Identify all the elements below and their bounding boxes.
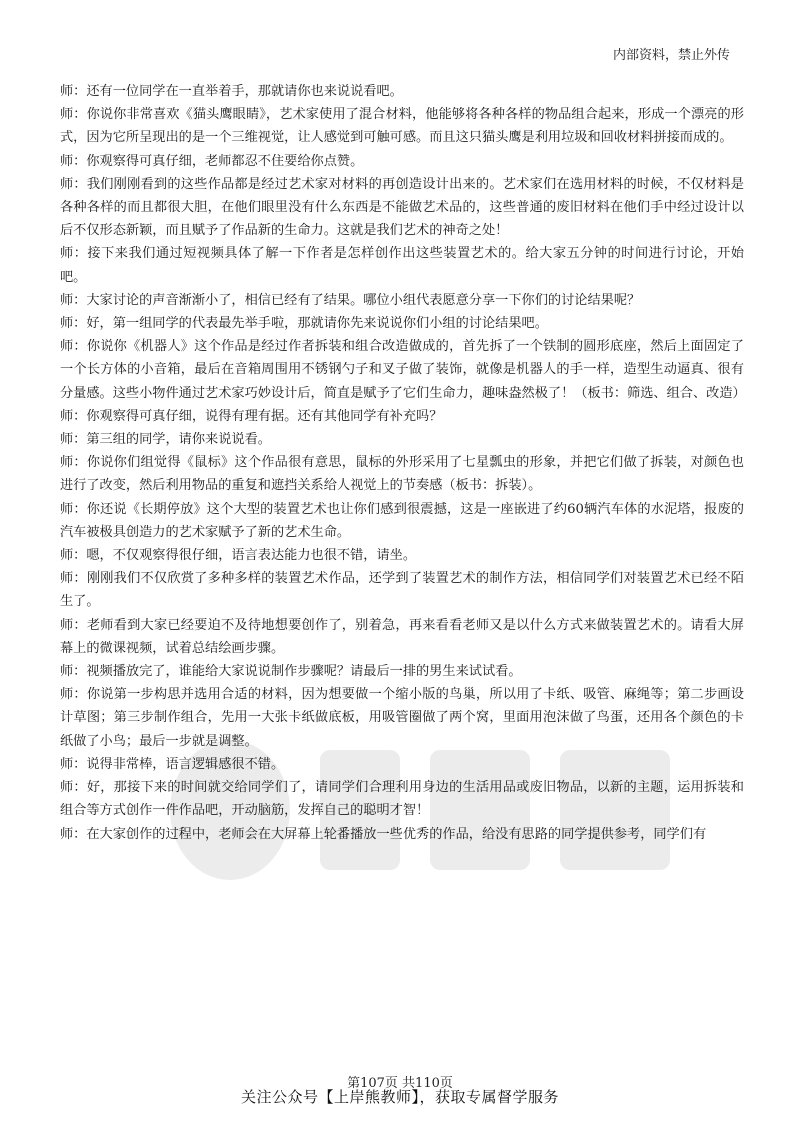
paragraph: 师：老师看到大家已经要迫不及待地想要创作了，别着急，再来看看老师又是以什么方式来做装置艺术的。请看大屏幕上的微课视频，试着总结绘画步骤。 (60, 617, 744, 656)
paragraph: 师：好，第一组同学的代表最先举手啦，那就请你先来说说你们小组的讨论结果吧。 (60, 316, 548, 332)
paragraph: 师：你说你们组觉得《鼠标》这个作品很有意思，鼠标的外形采用了七星瓢虫的形象，并把它们做了拆装，对颜色也进行了改变，然后利用物品的重复和遮挡关系给人视觉上的节奏感（板书：拆装）。 (60, 455, 744, 494)
paragraph: 师：大家讨论的声音渐渐小了，相信已经有了结果。哪位小组代表愿意分享一下你们的讨论结果呢？ (60, 292, 641, 308)
paragraph: 师：第三组的同学，请你来说说看。 (60, 432, 271, 448)
page-number: 第107页 共110页 (347, 1076, 453, 1091)
paragraph: 师：说得非常棒，语言逻辑感很不错。 (60, 756, 285, 772)
paragraph: 师：嗯，不仅观察得很仔细，语言表达能力也很不错，请坐。 (60, 548, 417, 564)
paragraph: 师：刚刚我们不仅欣赏了多种多样的装置艺术作品，还学到了装置艺术的制作方法，相信同学们对装置艺术已经不陌生了。 (60, 571, 744, 610)
paragraph: 师：你说你非常喜欢《猫头鹰眼睛》，艺术家使用了混合材料，他能够将各种各样的物品组合起来，形成一个漂亮的形式，因为它所呈现出的是一个三维视觉，让人感觉到可触可感。而且这只猫头鹰是利用垃圾和回收材料拼接而成的。 (60, 107, 744, 146)
paragraph: 师：视频播放完了，谁能给大家说说制作步骤呢？请最后一排的男生来试试看。 (60, 664, 522, 680)
footer-promo: 关注公众号【上岸熊教师】，获取专属督学服务 (240, 1088, 559, 1106)
paragraph: 师：你观察得可真仔细，说得有理有据。还有其他同学有补充吗？ (60, 408, 443, 424)
paragraph: 师：还有一位同学在一直举着手，那就请你也来说说看吧。 (60, 84, 403, 99)
document-body (60, 80, 744, 846)
paragraph: 师：接下来我们通过短视频具体了解一下作者是怎样创作出这些装置艺术的。给大家五分钟的时间进行讨论，开始吧。 (60, 246, 744, 285)
paragraph: 师：你说第一步构思并选用合适的材料，因为想要做一个缩小版的鸟巢，所以用了卡纸、吸管、麻绳等；第二步画设计草图；第三步制作组合，先用一大张卡纸做底板，用吸管圈做了两个窝，里面用泡沫做了鸟蛋，还用各个颜色的卡纸做了小鸟；最后一步就是调整。 (60, 687, 744, 749)
paragraph: 师：你观察得可真仔细，老师都忍不住要给你点赞。 (60, 153, 364, 169)
paragraph: 师：在大家创作的过程中，老师会在大屏幕上轮番播放一些优秀的作品，给没有思路的同学提供参考，同学们有 (60, 826, 707, 842)
paragraph: 师：你还说《长期停放》这个大型的装置艺术也让你们感到很震撼，这是一座嵌进了约60辆汽车体的水泥塔，报废的汽车被极具创造力的艺术家赋予了新的艺术生命。 (60, 501, 744, 540)
paragraph: 师：我们刚刚看到的这些作品都是经过艺术家对材料的再创造设计出来的。艺术家们在选用材料的时候，不仅材料是各种各样的而且都很大胆，在他们眼里没有什么东西是不能做艺术品的，这些普通的废旧材料在他们手中经过设计以后不仅形态新颖，而且赋予了作品新的生命力。这就是我们艺术的神奇之处！ (60, 176, 744, 239)
paragraph: 师：你说你《机器人》这个作品是经过作者拆装和组合改造做成的，首先拆了一个铁制的圆形底座，然后上面固定了一个长方体的小音箱，最后在音箱周围用不锈钢勺子和叉子做了装饰，就像是机器人的手一样，造型生动逼真、很有分量感。这些小物件通过艺术家巧妙设计后，简直是赋予了它们生命力，趣味盎然极了！（板书：筛选、组合、改造） (60, 339, 746, 401)
paragraph: 师：好，那接下来的时间就交给同学们了，请同学们合理利用身边的生活用品或废旧物品，以新的主题，运用拆装和组合等方式创作一件作品吧，开动脑筋，发挥自己的聪明才智！ (60, 780, 744, 819)
confidential-note: 内部资料，禁止外传 (612, 48, 730, 63)
